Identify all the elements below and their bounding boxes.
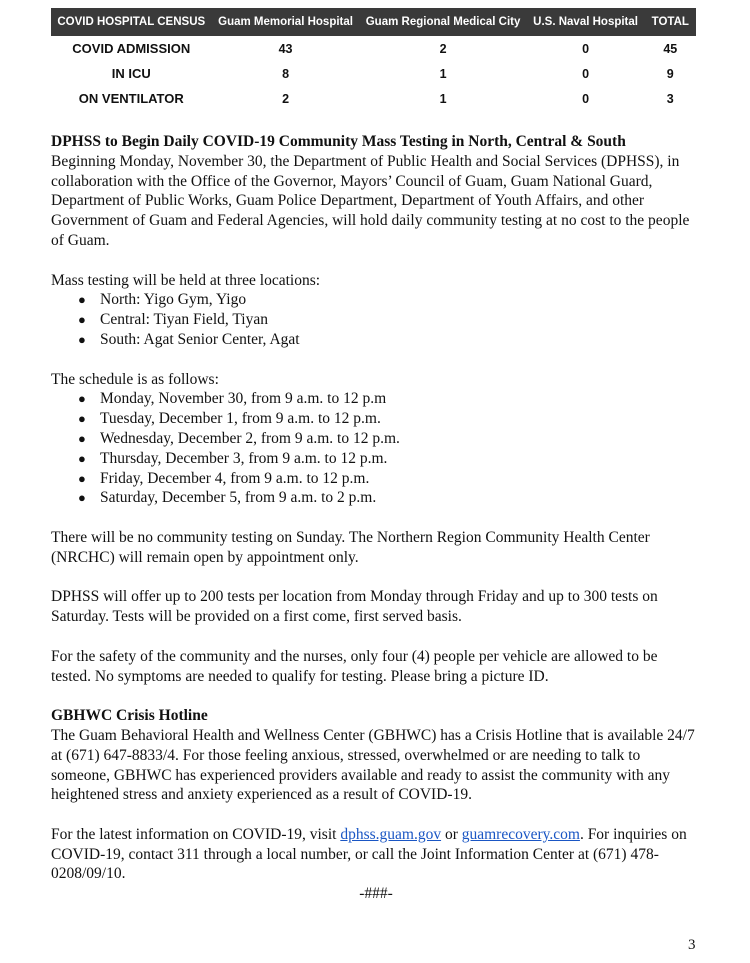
- census-cell: 2: [282, 91, 290, 106]
- census-cell: 0: [582, 41, 590, 56]
- census-cell: 1: [439, 66, 447, 81]
- schedule-intro: The schedule is as follows:: [51, 370, 219, 388]
- schedule-text: Monday, November 30, from 9 a.m. to 12 p.m: [100, 390, 387, 408]
- schedule-text: Thursday, December 3, from 9 a.m. to 12 p.m.: [100, 449, 388, 467]
- census-header-row: [51, 8, 696, 36]
- press-release-body: [51, 132, 701, 924]
- census-header-cell: U.S. Naval Hospital: [527, 8, 645, 36]
- hotline-body: The Guam Behavioral Health and Wellness Center (GBHWC) has a Crisis Hotline that is available 24/7 at (671) 647-8833/4. For those feeling anxious, stressed, overwhelmed or are needing to talk to someone, GBHWC has experienced providers available and ready to assist the community with any heightened stress and anxiety experienced as a result of COVID-19.: [51, 726, 695, 804]
- census-cell: 2: [439, 41, 447, 56]
- schedule-text: Tuesday, December 1, from 9 a.m. to 12 p.m.: [100, 410, 381, 428]
- page-number: 3: [688, 937, 696, 953]
- census-header-cell: Guam Regional Medical City: [360, 8, 527, 36]
- capacity-note: DPHSS will offer up to 200 tests per location from Monday through Friday and up to 300 tests on Saturday. Tests will be provided on a first come, first served basis.: [51, 588, 658, 626]
- location-text: South: Agat Senior Center, Agat: [100, 330, 300, 348]
- census-cell: 0: [582, 91, 590, 106]
- census-cell: 45: [663, 41, 678, 56]
- sunday-note: There will be no community testing on Sunday. The Northern Region Community Health Center (NRCHC) will remain open by appointment only.: [51, 528, 650, 566]
- schedule-list: [51, 389, 701, 508]
- census-row-label: IN ICU: [111, 66, 151, 81]
- census-cell: 0: [582, 66, 590, 81]
- testing-heading: DPHSS to Begin Daily COVID-19 Community Mass Testing in North, Central & South: [51, 133, 626, 150]
- list-item: [51, 330, 701, 350]
- latest-info-paragraph: [51, 825, 701, 884]
- census-cell: 9: [666, 66, 674, 81]
- census-row-label: COVID ADMISSION: [72, 41, 191, 56]
- census-row: [51, 61, 696, 86]
- bullet-icon: ●: [78, 490, 86, 506]
- census-cell: 1: [439, 91, 447, 106]
- schedule-text: Friday, December 4, from 9 a.m. to 12 p.m.: [100, 469, 370, 487]
- census-row: [51, 36, 696, 61]
- latest-prefix: For the latest information on COVID-19, visit: [51, 825, 341, 843]
- census-cell: 8: [282, 66, 290, 81]
- bullet-icon: ●: [78, 430, 86, 446]
- list-item: [51, 469, 701, 489]
- testing-intro: Beginning Monday, November 30, the Department of Public Health and Social Services (DPHSS), in collaboration with the Office of the Governor, Mayors’ Council of Guam, Guam National Guard, Department of Public Works, Guam Police Department, Department of Youth Affairs, and other Government of Guam and Federal Agencies, will hold daily community testing at no cost to the people of Guam.: [51, 152, 690, 249]
- census-header-cell: COVID HOSPITAL CENSUS: [51, 8, 212, 36]
- locations-list: [51, 290, 701, 349]
- census-row: [51, 86, 696, 111]
- dphss-link[interactable]: dphss.guam.gov: [340, 825, 442, 843]
- list-item: [51, 310, 701, 330]
- bullet-icon: ●: [78, 331, 86, 347]
- list-item: [51, 449, 701, 469]
- end-mark: -###-: [359, 885, 393, 903]
- location-text: North: Yigo Gym, Yigo: [100, 291, 247, 309]
- list-item: [51, 409, 701, 429]
- hotline-heading: GBHWC Crisis Hotline: [51, 707, 208, 725]
- census-row-label: ON VENTILATOR: [78, 91, 184, 106]
- latest-suffix: . For inquiries on COVID-19, contact 311 through a local number, or call the Joint Information Center at (671) 478-0208/09/10.: [51, 825, 687, 883]
- bullet-icon: ●: [78, 292, 86, 308]
- list-item: [51, 389, 701, 409]
- bullet-icon: ●: [78, 411, 86, 427]
- census-cell: 3: [666, 91, 674, 106]
- schedule-text: Wednesday, December 2, from 9 a.m. to 12 p.m.: [100, 429, 400, 447]
- bullet-icon: ●: [78, 391, 86, 407]
- list-item: [51, 290, 701, 310]
- covid-hospital-census-table: [51, 8, 696, 111]
- location-text: Central: Tiyan Field, Tiyan: [100, 311, 268, 329]
- guamrecovery-link[interactable]: guamrecovery.com: [461, 825, 580, 843]
- bullet-icon: ●: [78, 450, 86, 466]
- list-item: [51, 488, 701, 508]
- schedule-text: Saturday, December 5, from 9 a.m. to 2 p.m.: [100, 489, 377, 507]
- census-header-cell: Guam Memorial Hospital: [212, 8, 360, 36]
- locations-intro: Mass testing will be held at three locations:: [51, 271, 321, 289]
- latest-middle: or: [441, 825, 462, 843]
- list-item: [51, 429, 701, 449]
- bullet-icon: ●: [78, 470, 86, 486]
- bullet-icon: ●: [78, 312, 86, 328]
- safety-note: For the safety of the community and the nurses, only four (4) people per vehicle are allowed to be tested. No symptoms are needed to qualify for testing. Please bring a picture ID.: [51, 647, 658, 685]
- census-cell: 43: [278, 41, 293, 56]
- census-header-cell: TOTAL: [645, 8, 696, 36]
